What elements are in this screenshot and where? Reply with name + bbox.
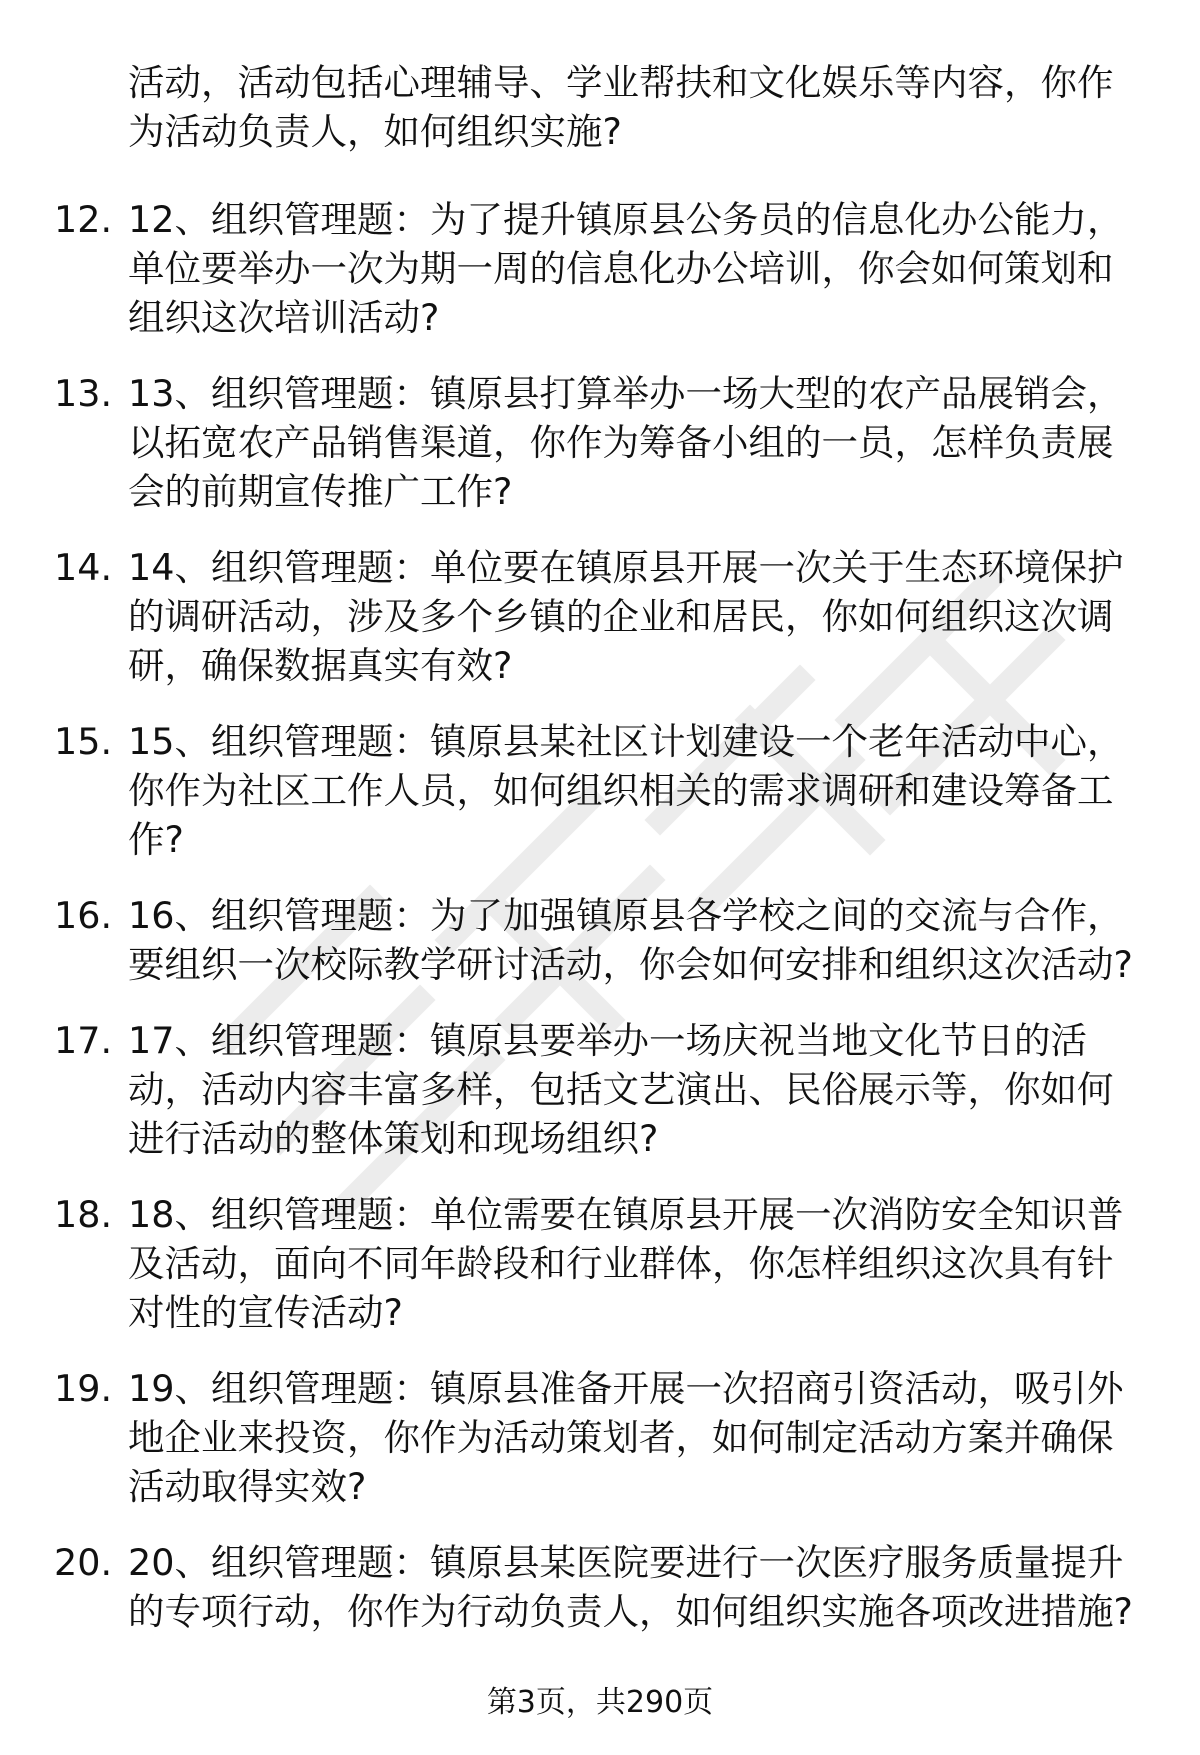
list-item [0, 1190, 1200, 1337]
question-text: 19、组织管理题：镇原县准备开展一次招商引资活动，吸引外地企业来投资，你作为活动策划者，如何制定活动方案并确保活动取得实效? [128, 1367, 1124, 1508]
list-item [0, 195, 1200, 342]
question-text: 15、组织管理题：镇原县某社区计划建设一个老年活动中心，你作为社区工作人员，如何组织相关的需求调研和建设筹备工作? [128, 720, 1124, 861]
list-number: 15. [54, 720, 113, 763]
question-text: 18、组织管理题：单位需要在镇原县开展一次消防安全知识普及活动，面向不同年龄段和行业群体，你怎样组织这次具有针对性的宣传活动? [128, 1193, 1124, 1334]
list-number: 16. [54, 894, 113, 937]
continuation-paragraph: 活动，活动包括心理辅导、学业帮扶和文化娱乐等内容，你作为活动负责人，如何组织实施? [128, 61, 1114, 153]
list-item [0, 369, 1200, 516]
question-text: 16、组织管理题：为了加强镇原县各学校之间的交流与合作，要组织一次校际教学研讨活动，你会如何安排和组织这次活动? [128, 894, 1133, 986]
list-item [0, 717, 1200, 864]
list-number: 18. [54, 1193, 113, 1236]
list-number: 13. [54, 372, 113, 415]
question-list [0, 195, 1200, 1663]
list-item [0, 1538, 1200, 1636]
question-text: 20、组织管理题：镇原县某医院要进行一次医疗服务质量提升的专项行动，你作为行动负责人，如何组织实施各项改进措施? [128, 1541, 1133, 1633]
list-item [0, 1364, 1200, 1511]
question-text: 14、组织管理题：单位要在镇原县开展一次关于生态环境保护的调研活动，涉及多个乡镇的企业和居民，你如何组织这次调研，确保数据真实有效? [128, 546, 1124, 687]
question-text: 12、组织管理题：为了提升镇原县公务员的信息化办公能力，单位要举办一次为期一周的信息化办公培训，你会如何策划和组织这次培训活动? [128, 198, 1124, 339]
list-number: 12. [54, 198, 113, 241]
list-item [0, 1016, 1200, 1163]
list-number: 14. [54, 546, 113, 589]
page-footer: 第3页，共290页 [486, 1685, 714, 1720]
question-text: 13、组织管理题：镇原县打算举办一场大型的农产品展销会，以拓宽农产品销售渠道，你作为筹备小组的一员，怎样负责展会的前期宣传推广工作? [128, 372, 1124, 513]
list-number: 19. [54, 1367, 113, 1410]
list-number: 17. [54, 1019, 113, 1062]
list-number: 20. [54, 1541, 113, 1584]
question-text: 17、组织管理题：镇原县要举办一场庆祝当地文化节日的活动，活动内容丰富多样，包括文艺演出、民俗展示等，你如何进行活动的整体策划和现场组织? [128, 1019, 1114, 1160]
list-item [0, 891, 1200, 989]
list-item [0, 543, 1200, 690]
